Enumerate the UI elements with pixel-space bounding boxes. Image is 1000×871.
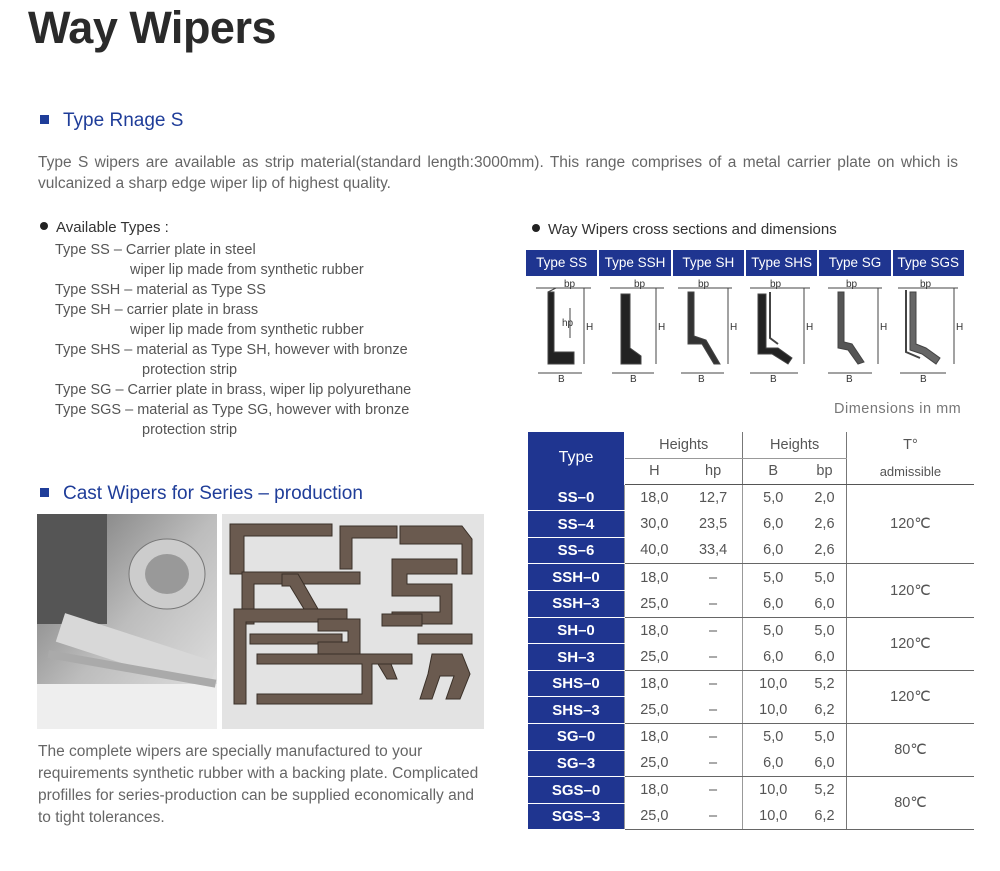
type-cell: SHS–0 xyxy=(528,670,625,697)
h-cell: 18,0 xyxy=(625,617,684,644)
hp-cell: – xyxy=(684,644,743,671)
type-cell: SSH–3 xyxy=(528,591,625,618)
hp-cell: 33,4 xyxy=(684,537,743,564)
available-types-list xyxy=(55,240,411,440)
h-cell: 18,0 xyxy=(625,777,684,804)
type-cell: SS–4 xyxy=(528,511,625,538)
bp-cell: 5,2 xyxy=(814,675,835,692)
bp-cell: 6,0 xyxy=(803,644,846,671)
bp-cell: 2,6 xyxy=(803,537,846,564)
h-cell: 25,0 xyxy=(625,803,684,830)
temp-header-top: T° xyxy=(846,432,974,458)
type-cell: SGS–3 xyxy=(528,803,625,830)
h-cell: 25,0 xyxy=(625,644,684,671)
type-line: Type SSH – material as Type SS xyxy=(55,282,266,298)
temp-cell: 120℃ xyxy=(846,564,974,617)
heights-header: Heights xyxy=(625,432,743,458)
b-cell: 6,0 xyxy=(743,591,803,618)
temp-cell: 120℃ xyxy=(846,617,974,670)
b-cell: 10,0 xyxy=(743,777,803,804)
type-cell: SS–0 xyxy=(528,485,625,511)
b-cell: 6,0 xyxy=(743,537,803,564)
b-cell: 5,0 xyxy=(743,617,803,644)
hp-cell: – xyxy=(684,697,743,724)
available-types-heading xyxy=(40,219,169,236)
label-b: B xyxy=(770,374,777,385)
hp-cell: – xyxy=(684,750,743,777)
label-bp: bp xyxy=(770,279,782,290)
type-cell: SH–3 xyxy=(528,644,625,671)
label-hp: hp xyxy=(562,318,574,329)
bp-cell: 6,0 xyxy=(803,750,846,777)
bullet-dot-icon xyxy=(40,222,48,230)
page-title: Way Wipers xyxy=(28,2,276,53)
h-cell: 25,0 xyxy=(625,591,684,618)
h-cell: 40,0 xyxy=(625,537,684,564)
hp-cell: – xyxy=(709,675,718,692)
type-line: Type SH – carrier plate in brass xyxy=(55,302,259,318)
type-cell: SG–0 xyxy=(528,724,625,751)
b-cell: 10,0 xyxy=(743,697,803,724)
b-cell: 6,0 xyxy=(743,644,803,671)
type-cell: SGS–0 xyxy=(528,777,625,804)
hp-header: hp xyxy=(684,458,743,485)
label-h: H xyxy=(730,322,738,333)
bp-cell: 6,0 xyxy=(803,591,846,618)
type-tab: Type SSH xyxy=(599,250,672,276)
h-cell: 18,0 xyxy=(625,485,684,511)
square-bullet-icon xyxy=(40,115,49,124)
type-line: wiper lip made from synthetic rubber xyxy=(130,322,364,338)
label-b: B xyxy=(558,374,565,385)
h-header: H xyxy=(625,458,684,485)
temp-header-bottom: admissible xyxy=(846,458,974,485)
type-cell: SSH–0 xyxy=(528,564,625,591)
b-header: B xyxy=(743,458,803,485)
bp-cell: 2,6 xyxy=(814,516,835,533)
hp-cell: – xyxy=(709,569,718,586)
hp-cell: – xyxy=(684,803,743,830)
cross-sections-heading xyxy=(532,221,837,238)
type-tab: Type SHS xyxy=(746,250,819,276)
type-cell: SHS–3 xyxy=(528,697,625,724)
available-types-label: Available Types : xyxy=(56,219,169,236)
hp-cell: – xyxy=(684,591,743,618)
h-cell: 18,0 xyxy=(625,564,684,591)
cross-sections-label: Way Wipers cross sections and dimensions xyxy=(548,221,837,238)
bp-cell: 6,2 xyxy=(803,803,846,830)
temp-cell: 120℃ xyxy=(846,485,974,564)
cast-section-title: Cast Wipers for Series – production xyxy=(63,483,363,504)
h-cell: 18,0 xyxy=(625,724,684,751)
cross-section-shs xyxy=(750,288,810,373)
section-heading-cast xyxy=(40,483,363,505)
bp-cell: 5,0 xyxy=(814,729,835,746)
section-range-title: Type Rnage S xyxy=(63,110,184,131)
cross-section-sh xyxy=(678,288,732,373)
label-b: B xyxy=(630,374,637,385)
label-bp: bp xyxy=(846,279,858,290)
cross-section-sgs xyxy=(898,288,958,373)
label-b: B xyxy=(920,374,927,385)
dimensions-unit-label: Dimensions in mm xyxy=(834,401,962,417)
type-tab: Type SH xyxy=(673,250,746,276)
bp-cell: 6,2 xyxy=(803,697,846,724)
hp-cell: – xyxy=(709,782,718,799)
b-cell: 5,0 xyxy=(743,564,803,591)
type-line: protection strip xyxy=(142,362,238,378)
bullet-dot-icon xyxy=(532,224,540,232)
heights-header: Heights xyxy=(743,432,846,458)
label-h: H xyxy=(586,322,594,333)
bp-cell: 5,0 xyxy=(814,622,835,639)
table-row xyxy=(528,564,974,591)
type-cell: SS–6 xyxy=(528,537,625,564)
label-b: B xyxy=(846,374,853,385)
label-h: H xyxy=(956,322,964,333)
intro-paragraph: Type S wipers are available as strip material(standard length:3000mm). This range comprises of a metal carrier plate on which is vulcanized a sharp edge wiper lip of highest quality. xyxy=(38,154,958,192)
bp-cell: 5,2 xyxy=(814,782,835,799)
type-line: protection strip xyxy=(142,422,238,438)
cast-wipers-photo xyxy=(222,514,484,729)
h-cell: 25,0 xyxy=(625,697,684,724)
temp-cell: 80℃ xyxy=(846,724,974,777)
table-row xyxy=(528,777,974,804)
section-heading-range xyxy=(40,110,183,132)
cross-section-drawings xyxy=(526,278,966,386)
label-h: H xyxy=(806,322,814,333)
h-cell: 25,0 xyxy=(625,750,684,777)
type-cell: SG–3 xyxy=(528,750,625,777)
cross-section-type-bar xyxy=(526,250,964,276)
table-row xyxy=(528,617,974,644)
label-b: B xyxy=(698,374,705,385)
label-h: H xyxy=(880,322,888,333)
bp-cell: 5,0 xyxy=(814,569,835,586)
label-bp: bp xyxy=(920,279,932,290)
square-bullet-icon xyxy=(40,488,49,497)
type-column-header: Type xyxy=(528,432,625,485)
table-row xyxy=(528,485,974,511)
b-cell: 10,0 xyxy=(743,670,803,697)
machine-photo xyxy=(37,514,217,729)
b-cell: 5,0 xyxy=(743,485,803,511)
label-bp: bp xyxy=(564,279,576,290)
type-line: wiper lip made from synthetic rubber xyxy=(130,262,364,278)
h-cell: 18,0 xyxy=(625,670,684,697)
type-line: Type SG – Carrier plate in brass, wiper lip polyurethane xyxy=(55,382,412,398)
hp-cell: – xyxy=(709,622,718,639)
type-tab: Type SGS xyxy=(893,250,964,276)
type-line: Type SGS – material as Type SG, however with bronze xyxy=(55,402,410,418)
cross-section-sg xyxy=(828,288,882,373)
type-tab: Type SS xyxy=(526,250,599,276)
b-cell: 10,0 xyxy=(743,803,803,830)
type-cell: SH–0 xyxy=(528,617,625,644)
temp-cell: 80℃ xyxy=(846,777,974,830)
hp-cell: – xyxy=(709,729,718,746)
table-row xyxy=(528,724,974,751)
h-cell: 30,0 xyxy=(625,511,684,538)
dimensions-table xyxy=(528,432,974,830)
hp-cell: 23,5 xyxy=(698,516,728,533)
table-row xyxy=(528,670,974,697)
label-h: H xyxy=(658,322,666,333)
b-cell: 6,0 xyxy=(743,511,803,538)
cross-section-ss xyxy=(536,288,594,373)
type-line: Type SHS – material as Type SH, however with bronze xyxy=(55,342,408,358)
temp-cell: 120℃ xyxy=(846,670,974,723)
cast-description: The complete wipers are specially manufactured to your requirements synthetic rubber with a backing plate. Complicated profilles for series-production can be supplied economically and to tight tolerances. xyxy=(38,743,479,826)
bp-header: bp xyxy=(803,458,846,485)
b-cell: 5,0 xyxy=(743,724,803,751)
bp-cell: 2,0 xyxy=(814,489,835,506)
type-line: Type SS – Carrier plate in steel xyxy=(55,242,256,258)
b-cell: 6,0 xyxy=(743,750,803,777)
cross-section-ssh xyxy=(610,288,664,373)
label-bp: bp xyxy=(634,279,646,290)
label-bp: bp xyxy=(698,279,710,290)
type-tab: Type SG xyxy=(819,250,892,276)
hp-cell: 12,7 xyxy=(698,489,728,506)
